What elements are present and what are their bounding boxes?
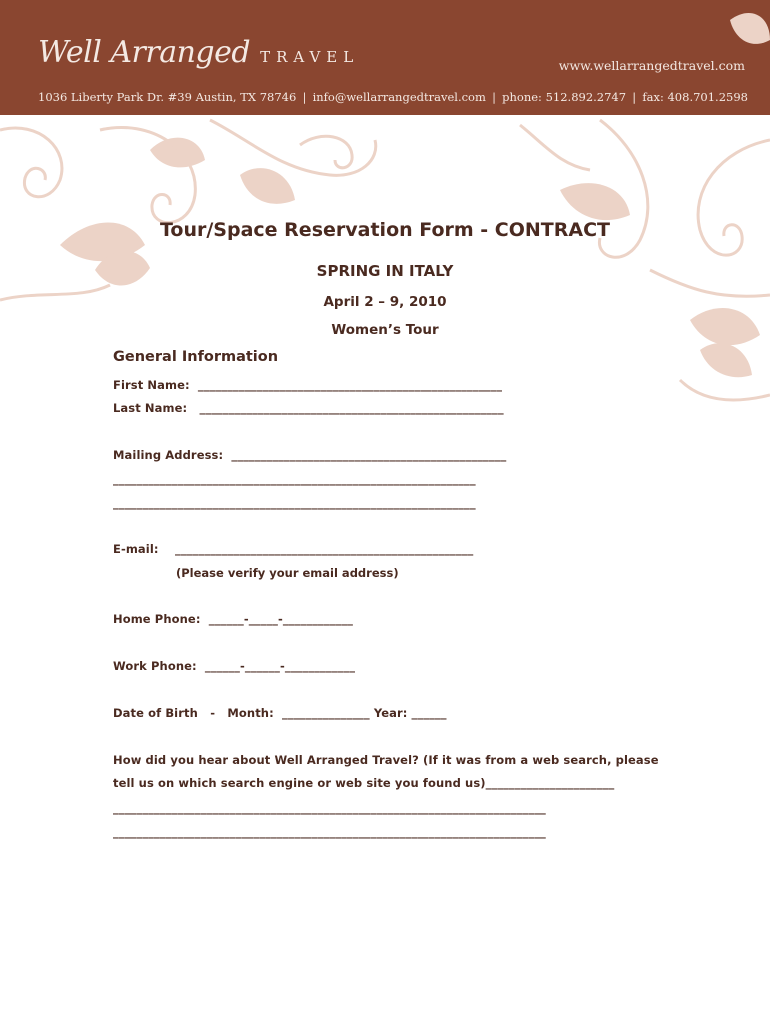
- address-line-3[interactable]: ______________________________________________________________: [113, 496, 476, 510]
- separator: |: [492, 90, 496, 104]
- email-field[interactable]: E-mail: ___________________________________________________: [113, 542, 474, 556]
- form-title: Tour/Space Reservation Form - CONTRACT: [159, 219, 611, 241]
- date-of-birth-field[interactable]: Date of Birth - Month: _______________ Year: ______: [113, 706, 447, 720]
- email-note: (Please verify your email address): [176, 566, 399, 580]
- address-line-2[interactable]: ______________________________________________________________: [113, 472, 476, 486]
- contact-email: info@wellarrangedtravel.com: [312, 90, 486, 104]
- separator: |: [302, 90, 307, 104]
- trip-name: SPRING IN ITALY: [316, 262, 454, 280]
- work-phone-field[interactable]: Work Phone: ______-______-____________: [113, 659, 356, 673]
- trip-dates: April 2 – 9, 2010: [323, 294, 447, 310]
- referral-question-cont[interactable]: tell us on which search engine or web site you found us)______________________: [113, 776, 615, 790]
- last-name-field[interactable]: Last Name: ____________________________________________________: [113, 401, 504, 415]
- referral-line[interactable]: __________________________________________________________________________: [113, 825, 546, 839]
- first-name-field[interactable]: First Name: ____________________________________________________: [113, 378, 503, 392]
- contact-fax: fax: 408.701.2598: [642, 90, 748, 104]
- section-heading: General Information: [113, 349, 279, 365]
- brand-name: Well Arranged: [38, 35, 251, 70]
- separator: |: [632, 90, 637, 104]
- referral-line[interactable]: __________________________________________________________________________: [113, 801, 546, 815]
- contact-phone: phone: 512.892.2747: [502, 90, 627, 104]
- mailing-address-field[interactable]: Mailing Address: _______________________________________________: [113, 448, 507, 462]
- website-url: www.wellarrangedtravel.com: [558, 58, 745, 73]
- referral-question: How did you hear about Well Arranged Travel? (If it was from a web search, please: [113, 753, 659, 767]
- address: 1036 Liberty Park Dr. #39 Austin, TX 78746: [38, 90, 297, 104]
- home-phone-field[interactable]: Home Phone: ______-_____-____________: [113, 612, 354, 626]
- tour-type: Women’s Tour: [331, 322, 439, 338]
- brand-word: TRAVEL: [260, 48, 360, 66]
